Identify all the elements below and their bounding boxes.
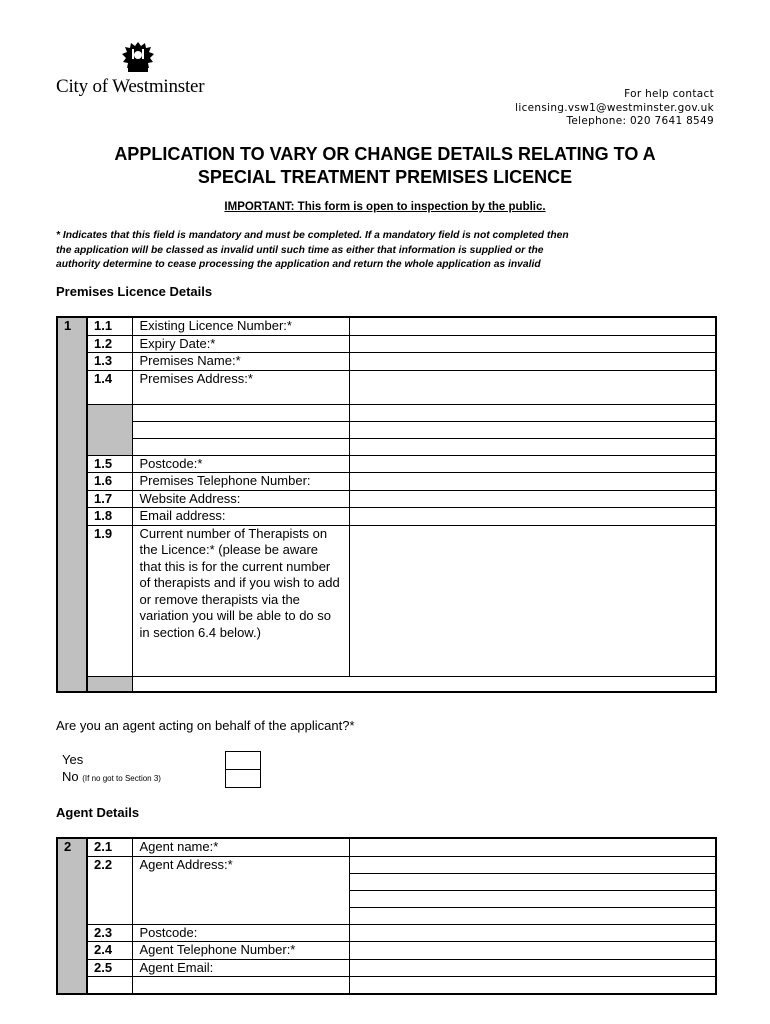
field-number: 1.9 xyxy=(87,525,132,676)
existing-licence-number-input[interactable] xyxy=(349,317,716,335)
no-checkbox[interactable] xyxy=(225,769,261,788)
field-number: 1.8 xyxy=(87,508,132,526)
field-number: 1.3 xyxy=(87,353,132,371)
mandatory-note xyxy=(56,229,716,273)
mandatory-line-1: * Indicates that this field is mandatory and must be completed. If a mandatory field is not completed then xyxy=(56,230,569,241)
agent-postcode-input[interactable] xyxy=(349,924,716,942)
field-number: 1.5 xyxy=(87,455,132,473)
field-number: 2.3 xyxy=(87,924,132,942)
field-number: 2.2 xyxy=(87,856,132,924)
field-label: Expiry Date:* xyxy=(132,335,349,353)
section2-number: 2 xyxy=(57,838,87,994)
field-label: Agent Email: xyxy=(132,959,349,977)
premises-address-line-1-input[interactable] xyxy=(349,370,716,404)
field-label: Website Address: xyxy=(132,490,349,508)
agent-details-table xyxy=(56,837,717,995)
premises-address-line-3-input[interactable] xyxy=(349,421,716,438)
agent-name-input[interactable] xyxy=(349,838,716,856)
no-text: No xyxy=(62,769,79,784)
field-number: 1.4 xyxy=(87,370,132,404)
field-label: Postcode:* xyxy=(132,455,349,473)
field-label: Current number of Therapists on the Licence:* (please be aware that this is for the current number of therapists and if you wish to add or remove therapists via the variation you will be able to do so in section 6.4 below.) xyxy=(132,525,349,676)
field-label: Postcode: xyxy=(132,924,349,942)
yes-label: Yes xyxy=(62,752,84,767)
current-therapists-input[interactable] xyxy=(349,525,716,676)
field-label: Premises Telephone Number: xyxy=(132,473,349,491)
no-label xyxy=(62,769,161,784)
section2-heading: Agent Details xyxy=(56,805,140,820)
crest-icon xyxy=(118,40,158,74)
help-contact xyxy=(515,88,714,129)
field-number-spacer xyxy=(87,977,132,995)
field-label: Agent name:* xyxy=(132,838,349,856)
agent-telephone-input[interactable] xyxy=(349,942,716,960)
section1-number: 1 xyxy=(57,317,87,692)
email-address-input[interactable] xyxy=(349,508,716,526)
help-email[interactable]: licensing.vsw1@westminster.gov.uk xyxy=(515,101,714,114)
premises-licence-table xyxy=(56,316,717,693)
agent-address-line-2-input[interactable] xyxy=(349,873,716,890)
section1-footer-spacer xyxy=(87,676,132,692)
field-number: 1.6 xyxy=(87,473,132,491)
premises-name-input[interactable] xyxy=(349,353,716,371)
premises-address-line-4-input[interactable] xyxy=(349,438,716,455)
field-label: Email address: xyxy=(132,508,349,526)
field-label: Existing Licence Number:* xyxy=(132,317,349,335)
agent-question: Are you an agent acting on behalf of the applicant?* xyxy=(56,718,355,733)
field-label-spacer xyxy=(132,977,349,995)
premises-address-line-2-input[interactable] xyxy=(349,404,716,421)
field-number: 2.1 xyxy=(87,838,132,856)
field-label: Premises Address:* xyxy=(132,370,349,404)
field-number: 2.4 xyxy=(87,942,132,960)
premises-telephone-input[interactable] xyxy=(349,473,716,491)
address-number-spacer xyxy=(87,404,132,455)
expiry-date-input[interactable] xyxy=(349,335,716,353)
address-label-spacer xyxy=(132,438,349,455)
help-line: For help contact xyxy=(624,88,714,100)
agent-email-input[interactable] xyxy=(349,959,716,977)
agent-email-continued-input[interactable] xyxy=(349,977,716,995)
important-notice: IMPORTANT: This form is open to inspection by the public. xyxy=(224,201,546,213)
no-note: (If no got to Section 3) xyxy=(82,774,161,783)
field-number: 1.2 xyxy=(87,335,132,353)
postcode-input[interactable] xyxy=(349,455,716,473)
field-number: 1.7 xyxy=(87,490,132,508)
section1-footer-spacer xyxy=(132,676,716,692)
agent-address-line-3-input[interactable] xyxy=(349,890,716,907)
yes-checkbox[interactable] xyxy=(225,751,261,770)
address-label-spacer xyxy=(132,404,349,421)
field-number: 2.5 xyxy=(87,959,132,977)
agent-address-line-4-input[interactable] xyxy=(349,907,716,924)
agent-address-line-1-input[interactable] xyxy=(349,856,716,873)
title-line-1: APPLICATION TO VARY OR CHANGE DETAILS RELATING TO A xyxy=(114,144,656,164)
address-label-spacer xyxy=(132,421,349,438)
title-line-2: SPECIAL TREATMENT PREMISES LICENCE xyxy=(197,167,573,187)
section1-heading: Premises Licence Details xyxy=(56,284,213,299)
field-label: Agent Telephone Number:* xyxy=(132,942,349,960)
logo-text: City of Westminster xyxy=(56,76,205,97)
field-number: 1.1 xyxy=(87,317,132,335)
website-address-input[interactable] xyxy=(349,490,716,508)
field-label: Premises Name:* xyxy=(132,353,349,371)
mandatory-line-3: authority determine to cease processing the application and return the whole application as invalid xyxy=(56,259,541,270)
page-title xyxy=(40,143,730,189)
help-telephone: Telephone: 020 7641 8549 xyxy=(566,115,714,127)
mandatory-line-2: the application will be classed as invalid until such time as either that information is supplied or the xyxy=(56,244,544,256)
field-label: Agent Address:* xyxy=(132,856,349,924)
